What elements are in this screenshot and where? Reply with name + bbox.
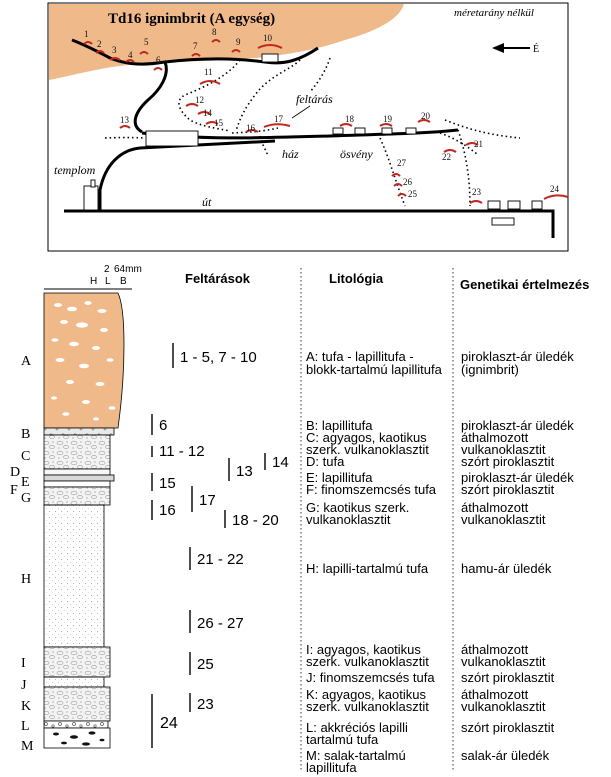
genetic-line: vulkanoklasztit [461, 442, 546, 457]
outcrop-number: 21 [474, 139, 483, 149]
outcrop-number: 22 [442, 152, 451, 162]
outcrop-number: 24 [550, 184, 559, 194]
litho-line: D: tufa [306, 454, 345, 469]
unit-letter: K [21, 699, 32, 714]
litho-line: J: finomszemcsés tufa [306, 670, 435, 685]
outcrop-number: 13 [120, 115, 129, 125]
outcrop-number: 20 [421, 111, 430, 121]
genetic-line: piroklaszt-ár üledék [461, 418, 574, 433]
litho-line: E: lapillitufa [306, 470, 373, 485]
outcrop-range: 16 [159, 502, 176, 519]
layer-l [44, 721, 108, 728]
layer-f [44, 481, 110, 487]
outcrop-range: 15 [159, 475, 176, 492]
grain-scale [90, 264, 142, 287]
label-feltaras: feltárás [296, 92, 333, 106]
layer-g [44, 487, 110, 505]
genetic-line: (ignimbrit) [461, 362, 519, 377]
unit-letter: E [21, 475, 30, 490]
genetic-line: áthalmozott [461, 500, 529, 515]
header-genetic: Genetikai értelmezés [460, 277, 590, 292]
scale-2mm: 2 [104, 264, 110, 275]
litho-line: I: agyagos, kaotikus [306, 642, 421, 657]
layer-k [44, 687, 110, 721]
outcrop-range: 21 - 22 [197, 551, 244, 568]
outcrop-number: 12 [195, 95, 204, 105]
outcrop-range: 24 [160, 715, 178, 732]
unit-letter: J [21, 678, 27, 693]
litho-line: K: agyagos, kaotikus [306, 687, 426, 702]
outcrop-number: 26 [403, 177, 412, 187]
unit-letter: L [21, 719, 30, 734]
genetic-line: szórt piroklasztit [461, 720, 555, 735]
litho-line: L: akkréciós lapilli [306, 720, 408, 735]
outcrop-range: 14 [272, 454, 289, 471]
outcrop-number: 14 [203, 108, 212, 118]
unit-letter: H [21, 572, 32, 587]
outcrop-range: 13 [236, 463, 253, 480]
unit-letter: G [21, 491, 32, 506]
outcrop-number: 19 [383, 114, 392, 124]
layer-h [44, 505, 104, 647]
litho-line: A: tufa - lapillitufa - [306, 349, 414, 364]
outcrop-number: 10 [263, 33, 272, 43]
outcrop-number: 9 [236, 37, 241, 47]
genetic-line: szórt piroklasztit [461, 482, 555, 497]
litho-line: B: lapillitufa [306, 418, 373, 433]
scale-b: B [120, 276, 127, 287]
outcrop-range: 23 [197, 696, 214, 713]
genetic-line: vulkanoklasztit [461, 654, 546, 669]
outcrop-number: 25 [408, 189, 417, 199]
outcrop-number: 15 [214, 118, 223, 128]
layer-d [44, 469, 110, 475]
header-outcrops: Feltárások [185, 271, 251, 286]
genetic-line: vulkanoklasztit [461, 699, 546, 714]
outcrop-number: 5 [144, 37, 149, 47]
genetic-line: áthalmozott [461, 642, 529, 657]
genetic-line: szórt piroklasztit [461, 670, 555, 685]
genetic-line: áthalmozott [461, 687, 529, 702]
genetic-line: szórt piroklasztit [461, 454, 555, 469]
scale-h: H [90, 276, 98, 287]
label-osveny: ösvény [340, 147, 373, 161]
litho-line: M: salak-tartalmú [306, 748, 406, 763]
outcrop-number: 1 [84, 29, 89, 39]
litho-line: blokk-tartalmú lapillitufa [306, 362, 442, 377]
outcrop-range: 25 [197, 656, 214, 673]
layer-j [44, 677, 104, 687]
outcrop-range: 11 - 12 [159, 443, 205, 460]
genetic-line: hamu-ár üledék [461, 561, 552, 576]
litho-line: szerk. vulkanoklasztit [306, 654, 429, 669]
scale-l: L [105, 276, 111, 287]
outcrop-range: 17 [199, 492, 216, 509]
litho-line: szerk. vulkanoklasztit [306, 442, 429, 457]
site-map [48, 3, 568, 251]
litho-line: szerk. vulkanoklasztit [306, 699, 429, 714]
unit-letter: C [21, 449, 31, 464]
genetic-line: vulkanoklasztit [461, 512, 546, 527]
outcrop-range: 1 - 5, 7 - 10 [180, 349, 257, 366]
scale-64mm: 64mm [114, 264, 142, 275]
outcrop-range: 18 - 20 [232, 512, 279, 529]
unit-letter: D [10, 465, 21, 480]
outcrop-number: 27 [397, 158, 406, 168]
outcrop-number: 3 [112, 45, 117, 55]
unit-letters [10, 354, 34, 754]
litho-line: F: finomszemcsés tufa [306, 482, 437, 497]
litho-line: vulkanoklasztit [306, 512, 391, 527]
outcrop-number: 6 [156, 55, 161, 65]
genetic-line: salak-ár üledék [461, 748, 550, 763]
outcrop-range-labels [159, 349, 289, 732]
litho-line: C: agyagos, kaotikus [306, 430, 427, 445]
map-title: Td16 ignimbrit (A egység) [108, 11, 276, 27]
genetic-line: piroklaszt-ár üledék [461, 470, 574, 485]
scale-note: méretarány nélkül [454, 7, 534, 19]
genetic-text [461, 349, 574, 763]
unit-letter: B [21, 427, 31, 442]
outcrop-range: 6 [159, 417, 168, 434]
litho-line: H: lapilli-tartalmú tufa [306, 561, 429, 576]
layer-c [44, 435, 110, 469]
layer-i [44, 647, 110, 677]
lithology-text [306, 349, 443, 775]
unit-letter: I [21, 656, 26, 671]
outcrop-number: 4 [128, 50, 133, 60]
litho-line: lapillitufa [306, 760, 357, 775]
outcrop-number: 2 [97, 39, 102, 49]
outcrop-range-bars [152, 343, 265, 748]
unit-letter: F [10, 483, 18, 498]
outcrop-number: 17 [274, 114, 283, 124]
outcrop-number: 18 [345, 114, 354, 124]
outcrop-range: 26 - 27 [197, 615, 244, 632]
unit-letter: A [21, 354, 32, 369]
genetic-line: piroklaszt-ár üledék [461, 349, 574, 364]
outcrop-number: 11 [204, 67, 213, 77]
north-label: É [533, 44, 540, 55]
outcrop-number: 16 [246, 123, 255, 133]
strat-column [10, 264, 589, 775]
header-litho: Litológia [329, 271, 384, 286]
genetic-line: áthalmozott [461, 430, 529, 445]
outcrop-number: 23 [472, 187, 481, 197]
layer-e [44, 475, 114, 481]
label-ut: út [202, 195, 212, 209]
unit-letter: M [21, 739, 34, 754]
litho-line: G: kaotikus szerk. [306, 500, 410, 515]
outcrop-number: 8 [212, 27, 217, 37]
outcrop-number: 7 [193, 41, 198, 51]
label-haz: ház [282, 147, 299, 161]
litho-line: tartalmú tufa [306, 732, 379, 747]
layer-b [44, 428, 114, 435]
label-templom: templom [54, 163, 96, 177]
